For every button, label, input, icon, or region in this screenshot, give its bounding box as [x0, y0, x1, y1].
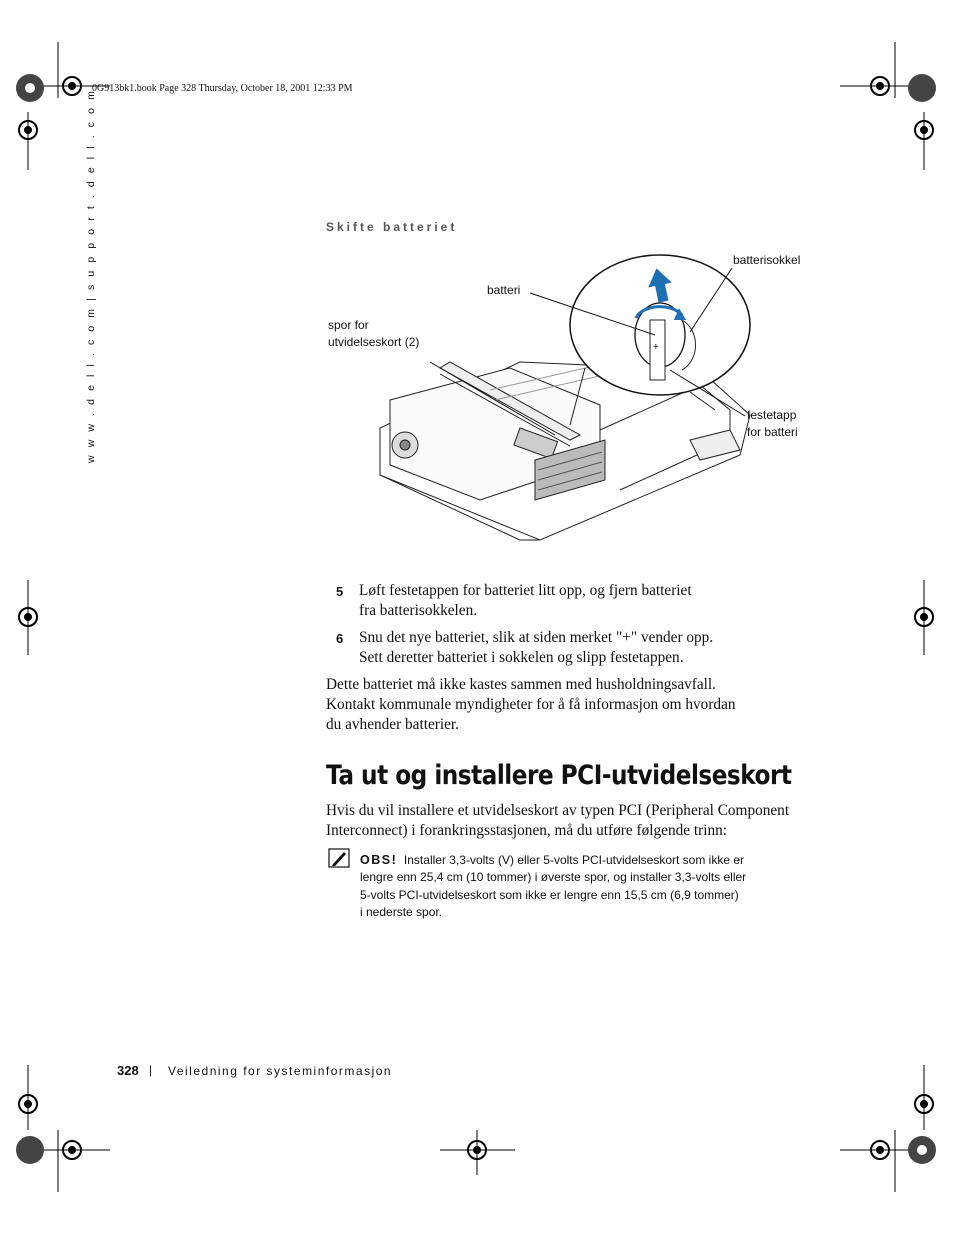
- pencil-note-icon: [328, 848, 350, 868]
- step-5: 5 Løft festetappen for batteriet litt opp, og fjern batteriet fra batterisokkelen.: [336, 582, 692, 619]
- sidebar-url: w w w . d e l l . c o m | s u p p o r t . d e l l . c o m: [85, 88, 97, 463]
- callout-spor: spor for utvidelseskort (2): [328, 318, 420, 349]
- callout-batteri: batteri: [487, 283, 521, 297]
- footer-separator: |: [149, 1063, 153, 1077]
- callout-batterisokkel: batterisokkel: [733, 253, 801, 267]
- note-label: OBS!: [360, 853, 398, 867]
- file-info-header: 0G913bk1.book Page 328 Thursday, October 18, 2001 12:33 PM: [92, 83, 353, 94]
- footer-title: Veiledning for systeminformasjon: [168, 1064, 393, 1078]
- note-box: OBS! Installer 3,3-volts (V) eller 5-volts PCI-utvidelseskort som ikke er lengre enn 25,4 cm (10 tommer) i øverste spor, og installer 3,3-volts eller 5-volts PCI-utvidelseskort som ikke er lengre enn 15,5 cm (6,9 tommer) i nederste spor.: [360, 853, 747, 919]
- svg-text:+: +: [653, 342, 659, 353]
- page-number: 328: [117, 1063, 139, 1078]
- figure-title: Skifte batteriet: [326, 220, 458, 234]
- battery-illustration: [370, 250, 810, 550]
- section-intro: Hvis du vil installere et utvidelseskort av typen PCI (Peripheral Component Interconnect) i forankringsstasjonen, må du utføre følgende trinn:: [326, 802, 790, 839]
- step-6: 6 Snu det nye batteriet, slik at siden merket "+" vender opp. Sett deretter batteriet i sokkelen og slipp festetappen.: [336, 629, 714, 666]
- section-heading: Ta ut og installere PCI-utvidelseskort: [326, 760, 792, 791]
- disposal-paragraph: Dette batteriet må ikke kastes sammen med husholdningsavfall. Kontakt kommunale myndigheter for å få informasjon om hvordan du avhender batterier.: [326, 676, 736, 733]
- callout-festetapp: festetapp for batteri: [747, 408, 798, 439]
